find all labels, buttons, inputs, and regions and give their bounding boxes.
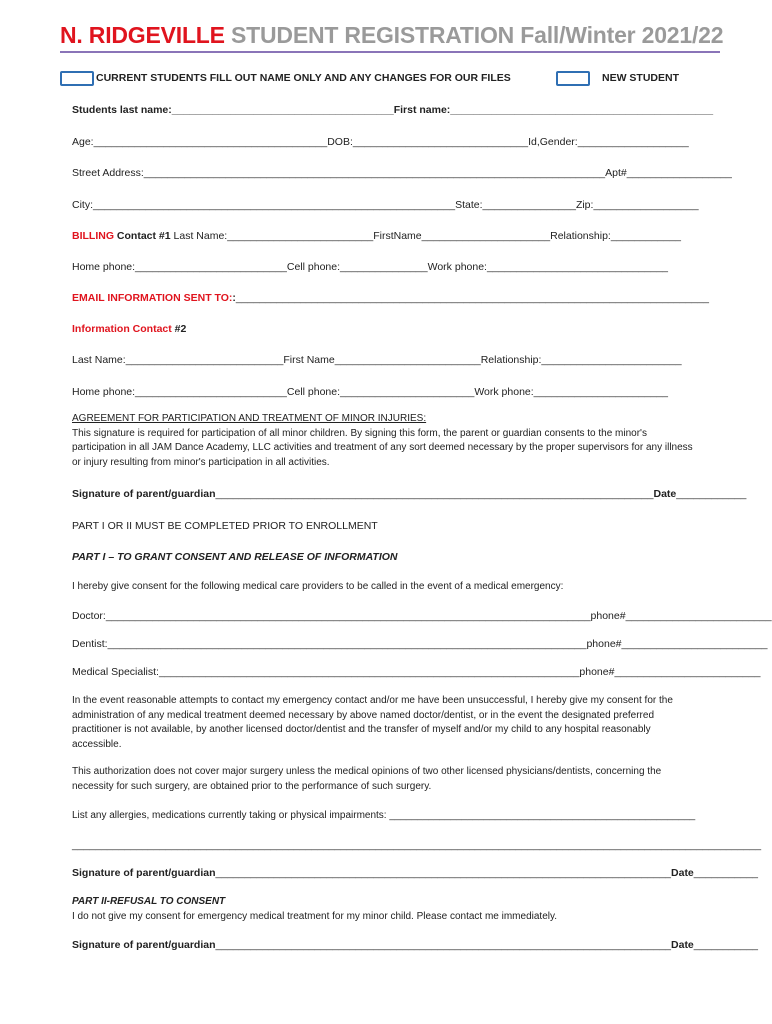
info-last-name-field[interactable]: ___________________________ bbox=[125, 354, 284, 366]
info-last-name-label: Last Name: bbox=[72, 354, 126, 366]
billing-work-label: Work phone: bbox=[427, 261, 487, 273]
billing-name-line bbox=[72, 229, 700, 243]
billing-relationship-label: Relationship: bbox=[550, 230, 611, 242]
last-name-field[interactable]: ______________________________________ bbox=[171, 104, 394, 116]
doctor-phone-field[interactable]: _________________________ bbox=[625, 610, 772, 622]
email-label: EMAIL INFORMATION SENT TO: bbox=[72, 292, 233, 304]
state-label: State: bbox=[455, 199, 483, 211]
billing-cell-field[interactable]: _______________ bbox=[340, 261, 428, 273]
info-relationship-field[interactable]: ________________________ bbox=[541, 354, 682, 366]
agreement-section bbox=[72, 412, 698, 470]
date-label-3: Date bbox=[671, 939, 694, 951]
allergies-label: List any allergies, medications currently taking or physical impairments: bbox=[72, 810, 387, 821]
dentist-phone-label: phone# bbox=[586, 638, 622, 650]
billing-label: BILLING bbox=[72, 230, 114, 242]
dentist-line bbox=[72, 637, 768, 651]
billing-relationship-field[interactable]: ____________ bbox=[610, 230, 681, 242]
allergies-field-2[interactable]: ______________________________________________________________________________________________________________________ bbox=[72, 839, 762, 851]
billing-work-field[interactable]: _______________________________ bbox=[486, 261, 668, 273]
agreement-body: This signature is required for participation of all minor children. By signing this form, the parent or guardian consents to the minor's participation in all JAM Dance Academy, LLC activities and treatment of any sort deemed necessary by the proper supervisors for any illness or injury resulting from minor's participation in all activities. bbox=[72, 427, 693, 468]
age-label: Age: bbox=[72, 136, 94, 148]
part2-section bbox=[72, 895, 698, 924]
email-line bbox=[72, 291, 709, 305]
email-colon: : bbox=[232, 292, 236, 304]
city-label: City: bbox=[72, 199, 93, 211]
date-field[interactable]: ____________ bbox=[676, 488, 747, 500]
info-first-name-field[interactable]: _________________________ bbox=[334, 354, 481, 366]
current-student-checkbox[interactable] bbox=[60, 71, 94, 86]
age-field[interactable]: ________________________________________ bbox=[93, 136, 328, 148]
specialist-phone-label: phone# bbox=[579, 666, 615, 678]
info-work-field[interactable]: _______________________ bbox=[533, 386, 668, 398]
part1-intro: I hereby give consent for the following medical care providers to be called in the event of a medical emergency: bbox=[72, 581, 564, 592]
student-type-row bbox=[60, 70, 720, 88]
info-phone-line bbox=[72, 385, 700, 399]
billing-first-name-label: FirstName bbox=[373, 230, 422, 242]
signature-label: Signature of parent/guardian bbox=[72, 488, 216, 500]
city-field[interactable]: ______________________________________________________________ bbox=[93, 199, 456, 211]
id-gender-field[interactable]: ___________________ bbox=[577, 136, 689, 148]
city-line bbox=[72, 198, 700, 212]
dentist-field[interactable]: __________________________________________________________________________________ bbox=[107, 638, 587, 650]
date-field-3[interactable]: ___________ bbox=[693, 939, 759, 951]
specialist-field[interactable]: ________________________________________________________________________ bbox=[158, 666, 580, 678]
signature-field-2[interactable]: ______________________________________________________________________________ bbox=[215, 867, 672, 879]
street-label: Street Address: bbox=[72, 167, 144, 179]
email-field[interactable]: _________________________________________________________________________________ bbox=[235, 292, 709, 304]
info-work-label: Work phone: bbox=[474, 386, 534, 398]
specialist-line bbox=[72, 665, 761, 679]
apt-field[interactable]: __________________ bbox=[626, 167, 732, 179]
id-gender-label: Id,Gender: bbox=[528, 136, 578, 148]
info-contact-label: Information Contact bbox=[72, 323, 172, 335]
billing-contact-label: Contact #1 bbox=[114, 230, 171, 242]
info-home-label: Home phone: bbox=[72, 386, 136, 398]
title-location: N. RIDGEVILLE bbox=[60, 22, 225, 48]
info-contact-number: #2 bbox=[171, 323, 187, 335]
part-notice: PART I OR II MUST BE COMPLETED PRIOR TO ENROLLMENT bbox=[72, 520, 378, 532]
last-name-label: Students last name: bbox=[72, 104, 172, 116]
new-student-label: NEW STUDENT bbox=[602, 72, 679, 84]
billing-last-name-field[interactable]: _________________________ bbox=[227, 230, 374, 242]
zip-label: Zip: bbox=[575, 199, 594, 211]
info-relationship-label: Relationship: bbox=[480, 354, 542, 366]
part2-body: I do not give my consent for emergency medical treatment for my minor child. Please contact me immediately. bbox=[72, 910, 558, 922]
agreement-heading: AGREEMENT FOR PARTICIPATION AND TREATMENT OF MINOR INJURIES: bbox=[72, 413, 427, 424]
signature-line-2 bbox=[72, 866, 759, 880]
billing-home-field[interactable]: __________________________ bbox=[135, 261, 287, 273]
street-field[interactable]: _______________________________________________________________________________ bbox=[143, 167, 606, 179]
billing-last-name-label: Last Name: bbox=[170, 230, 228, 242]
signature-field-3[interactable]: ______________________________________________________________________________ bbox=[215, 939, 672, 951]
signature-label-3: Signature of parent/guardian bbox=[72, 939, 216, 951]
date-field-2[interactable]: ___________ bbox=[693, 867, 759, 879]
billing-cell-label: Cell phone: bbox=[286, 261, 341, 273]
allergies-line bbox=[72, 809, 700, 823]
billing-first-name-field[interactable]: ______________________ bbox=[421, 230, 551, 242]
date-label-2: Date bbox=[671, 867, 694, 879]
consent-paragraph: In the event reasonable attempts to contact my emergency contact and/or me have been unsuccessful, I hereby give my consent for the administration of any medical treatment deemed necessary by above named doctor/dentist, or in the event the designated preferred practitioner is not available, by another licensed doctor/dentist and the transfer of myself and/or my child to any hospital reasonably accessible. bbox=[72, 695, 673, 750]
page-title bbox=[60, 22, 724, 49]
info-cell-field[interactable]: _______________________ bbox=[340, 386, 475, 398]
dentist-label: Dentist: bbox=[72, 638, 108, 650]
specialist-label: Medical Specialist: bbox=[72, 666, 159, 678]
billing-phone-line bbox=[72, 260, 700, 274]
info-contact-heading bbox=[72, 322, 700, 336]
street-line bbox=[72, 166, 732, 180]
dentist-phone-field[interactable]: _________________________ bbox=[621, 638, 768, 650]
apt-label: Apt# bbox=[605, 167, 627, 179]
doctor-phone-label: phone# bbox=[590, 610, 626, 622]
info-cell-label: Cell phone: bbox=[286, 386, 341, 398]
dob-label: DOB: bbox=[327, 136, 353, 148]
age-dob-line bbox=[72, 135, 700, 149]
doctor-label: Doctor: bbox=[72, 610, 106, 622]
date-label: Date bbox=[653, 488, 677, 500]
first-name-label: First name: bbox=[393, 104, 451, 116]
surgery-paragraph: This authorization does not cover major surgery unless the medical opinions of two other licensed physicians/dentists, concerning the necessity for such surgery, are obtained prior to the performance of such surgery. bbox=[72, 766, 662, 792]
dob-field[interactable]: ______________________________ bbox=[352, 136, 529, 148]
signature-field[interactable]: ___________________________________________________________________________ bbox=[215, 488, 654, 500]
doctor-line bbox=[72, 609, 772, 623]
first-name-field[interactable]: _____________________________________________ bbox=[450, 104, 714, 116]
part2-heading: PART II-REFUSAL TO CONSENT bbox=[72, 896, 226, 907]
student-name-line bbox=[72, 103, 714, 117]
info-first-name-label: First Name bbox=[283, 354, 335, 366]
signature-label-2: Signature of parent/guardian bbox=[72, 867, 216, 879]
zip-field[interactable]: __________________ bbox=[593, 199, 699, 211]
state-field[interactable]: ________________ bbox=[482, 199, 576, 211]
title-bar bbox=[60, 22, 724, 53]
part1-heading: PART I – TO GRANT CONSENT AND RELEASE OF INFORMATION bbox=[72, 551, 398, 563]
new-student-checkbox[interactable] bbox=[556, 71, 590, 86]
signature-line-3 bbox=[72, 938, 759, 952]
specialist-phone-field[interactable]: _________________________ bbox=[614, 666, 761, 678]
doctor-field[interactable]: ___________________________________________________________________________________ bbox=[105, 610, 591, 622]
info-name-line bbox=[72, 353, 700, 367]
billing-home-label: Home phone: bbox=[72, 261, 136, 273]
signature-line-1 bbox=[72, 487, 747, 501]
allergies-field[interactable]: _______________________________________________________ bbox=[386, 810, 696, 821]
current-student-label: CURRENT STUDENTS FILL OUT NAME ONLY AND ANY CHANGES FOR OUR FILES bbox=[96, 72, 511, 84]
title-rest: STUDENT REGISTRATION Fall/Winter 2021/22 bbox=[224, 22, 724, 48]
info-home-field[interactable]: __________________________ bbox=[135, 386, 287, 398]
